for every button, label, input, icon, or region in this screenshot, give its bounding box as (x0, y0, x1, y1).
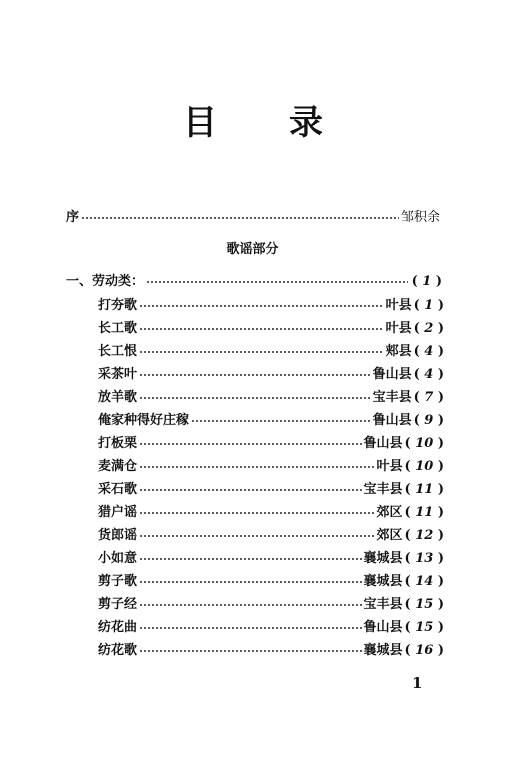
entry-place: 叶县 (385, 321, 412, 336)
page-number: ( 2 ) (413, 321, 444, 336)
toc-entry (98, 618, 444, 638)
toc-entry (98, 572, 444, 592)
dot-leader (139, 374, 371, 376)
toc-entry (98, 595, 444, 615)
page-number: ( 16 ) (404, 643, 444, 658)
entry-place: 宝丰县 (363, 482, 403, 497)
entry-place: 鲁山县 (372, 413, 412, 428)
dot-leader (139, 627, 362, 629)
page-number-value: 10 (415, 436, 434, 451)
page-number: ( 4 ) (413, 367, 444, 382)
page-number-value: 1 (424, 298, 434, 313)
toc-entry (98, 480, 444, 500)
page-number: ( 1 ) (413, 298, 444, 313)
page-number-value: 16 (415, 643, 434, 658)
page-number-value: 15 (415, 620, 434, 635)
toc-entry (98, 641, 444, 661)
entry-place: 宝丰县 (372, 390, 412, 405)
page-number-value: 11 (415, 505, 434, 520)
entry-place: 郊区 (376, 505, 403, 520)
entry-title: 剪子歌 (98, 574, 138, 589)
dot-leader (139, 512, 375, 514)
page-number: ( 14 ) (404, 574, 444, 589)
page-number-value: 12 (415, 528, 434, 543)
entry-title: 小如意 (98, 551, 138, 566)
entry-title: 麦满仓 (98, 459, 138, 474)
entry-title: 长工恨 (98, 344, 138, 359)
entry-place: 郊区 (376, 528, 403, 543)
page-number: ( 15 ) (404, 597, 444, 612)
dot-leader (139, 650, 362, 652)
page-number-value: 4 (424, 367, 434, 382)
folio-page-number: 1 (412, 674, 423, 692)
entry-title: 货郎谣 (98, 528, 138, 543)
page-number: ( 15 ) (404, 620, 444, 635)
toc-entry (98, 296, 444, 316)
title-char-1: 目 (183, 103, 217, 143)
entry-title: 猎户谣 (98, 505, 138, 520)
dot-leader (139, 397, 371, 399)
entry-title: 打板栗 (98, 436, 138, 451)
dot-leader (139, 604, 362, 606)
page-number: ( 10 ) (404, 436, 444, 451)
preface-label: 序 (66, 210, 80, 225)
dot-leader (139, 489, 362, 491)
preface-author: 邹积余 (400, 210, 440, 225)
page-number-value: 10 (415, 459, 434, 474)
dot-leader (139, 535, 375, 537)
page-number-value: 7 (424, 390, 434, 405)
preface-entry (66, 208, 440, 228)
entry-title: 采石歌 (98, 482, 138, 497)
page-number-value: 14 (415, 574, 434, 589)
entry-place: 鲁山县 (363, 620, 403, 635)
page-number: ( 12 ) (404, 528, 444, 543)
page-number: ( 9 ) (413, 413, 444, 428)
entry-title: 剪子经 (98, 597, 138, 612)
toc-entry (98, 411, 444, 431)
toc-entry (98, 457, 444, 477)
entry-title: 打夯歌 (98, 298, 138, 313)
dot-leader (81, 217, 399, 219)
category-entry (66, 272, 442, 292)
dot-leader (139, 351, 384, 353)
page-number-value: 1 (422, 274, 432, 289)
page-title (0, 103, 505, 147)
toc-entry (98, 549, 444, 569)
entry-title: 长工歌 (98, 321, 138, 336)
entry-place: 襄城县 (363, 574, 403, 589)
toc-entry (98, 342, 444, 362)
entry-place: 叶县 (385, 298, 412, 313)
entry-title: 俺家种得好庄稼 (98, 413, 190, 428)
entry-place: 郏县 (385, 344, 412, 359)
page-number-value: 13 (415, 551, 434, 566)
entry-place: 叶县 (376, 459, 403, 474)
entry-place: 宝丰县 (363, 597, 403, 612)
dot-leader (146, 281, 408, 283)
dot-leader (139, 558, 362, 560)
page-number: ( 10 ) (404, 459, 444, 474)
toc-entry (98, 503, 444, 523)
dot-leader (139, 581, 362, 583)
page-number: ( 11 ) (404, 482, 444, 497)
page-number-value: 15 (415, 597, 434, 612)
page-number-value: 9 (424, 413, 434, 428)
toc-entry (98, 434, 444, 454)
page-number: ( 7 ) (413, 390, 444, 405)
dot-leader (139, 305, 384, 307)
entry-title: 纺花歌 (98, 643, 138, 658)
toc-entry (98, 319, 444, 339)
page-number: ( 4 ) (413, 344, 444, 359)
page-number-value: 11 (415, 482, 434, 497)
dot-leader (139, 466, 375, 468)
dot-leader (139, 443, 362, 445)
entry-title: 放羊歌 (98, 390, 138, 405)
page-number: ( 1 ) (411, 274, 442, 289)
toc-entry (98, 365, 444, 385)
entry-place: 襄城县 (363, 551, 403, 566)
entry-place: 襄城县 (363, 643, 403, 658)
toc-entry (98, 526, 444, 546)
entry-title: 采茶叶 (98, 367, 138, 382)
page-number: ( 11 ) (404, 505, 444, 520)
entry-title: 纺花曲 (98, 620, 138, 635)
page-number-value: 2 (424, 321, 434, 336)
entry-place: 鲁山县 (363, 436, 403, 451)
dot-leader (139, 328, 384, 330)
entry-place: 鲁山县 (372, 367, 412, 382)
toc-entry (98, 388, 444, 408)
title-char-2: 录 (289, 103, 323, 143)
category-label: 一、劳动类： (66, 274, 145, 289)
dot-leader (191, 420, 371, 422)
page-number: ( 13 ) (404, 551, 444, 566)
page-number-value: 4 (424, 344, 434, 359)
section-heading: 歌谣部分 (226, 242, 279, 257)
